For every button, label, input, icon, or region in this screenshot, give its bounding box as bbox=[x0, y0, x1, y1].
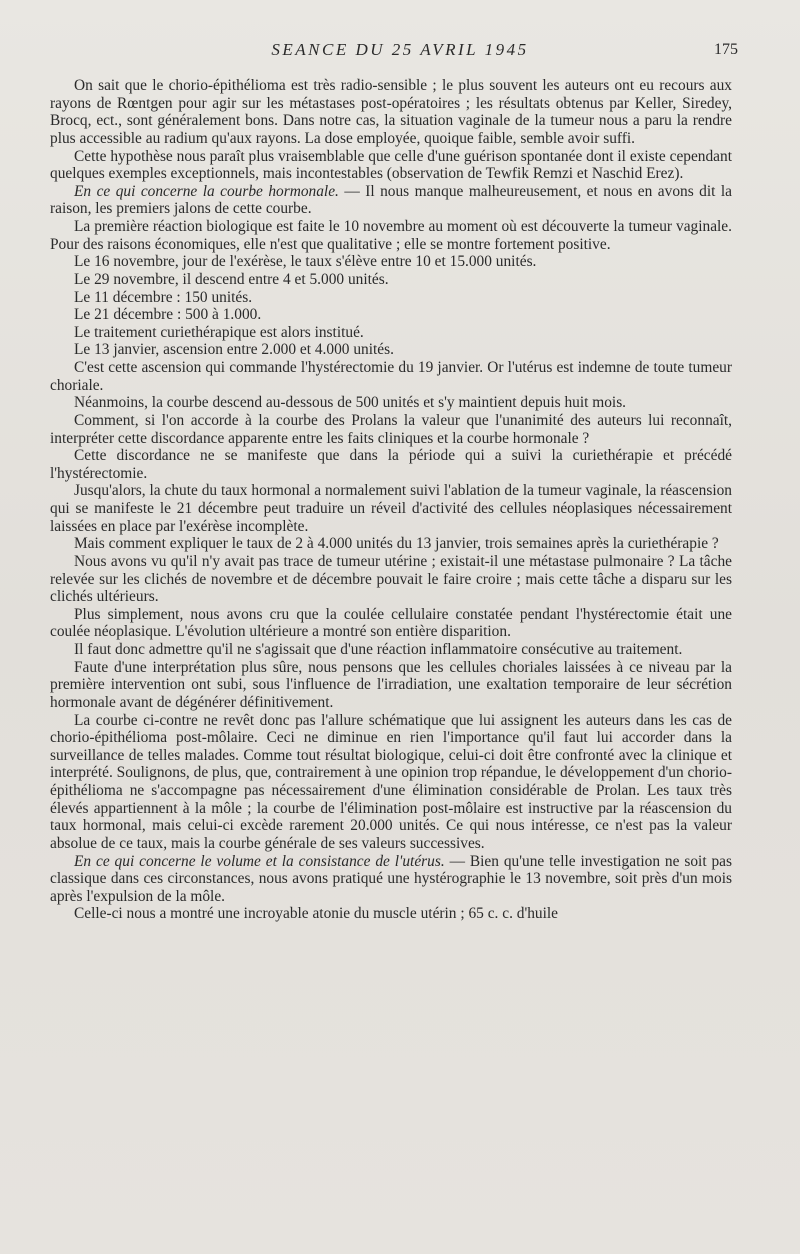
section-heading-hormonal-curve: En ce qui concerne la courbe hormonale. bbox=[74, 182, 339, 200]
paragraph-first-reaction: La première réaction biologique est faite le 10 novembre au moment où est découverte la tumeur vaginale. Pour des raisons économiques, elle n'est que qualitative ; elle se montre fortement positive. bbox=[50, 218, 732, 253]
paragraph-uterus-heading: En ce qui concerne le volume et la consistance de l'utérus. — Bien qu'une telle investigation ne soit pas classique dans ces circonstances, nous avons pratiqué une hystérographie le 13 novembre, soit près d'un mois après l'expulsion de la môle. bbox=[50, 852, 733, 905]
paragraph-discordance-question: Comment, si l'on accorde à la courbe des Prolans la valeur que l'unanimité des auteurs lui reconnaît, interpréter cette discordance apparente entre les faits cliniques et la courbe hormonale ? bbox=[50, 411, 732, 447]
paragraph-interpretation: Faute d'une interprétation plus sûre, nous pensons que les cellules choriales laissées à ce niveau par la première intervention ont subi, sous l'influence de l'irradiation, une exaltation temporaire de leur sécrétion hormonale avant de dégénérer définitivement. bbox=[50, 658, 732, 711]
paragraph-cellular-flow: Plus simplement, nous avons cru que la coulée cellulaire constatée pendant l'hystérectomie était une coulée néoplasique. L'évolution ultérieure a montré son entière disparition. bbox=[50, 605, 732, 641]
timeline-entry: Le 29 novembre, il descend entre 4 et 5.000 unités. bbox=[74, 270, 389, 288]
paragraph-curve-descends: Néanmoins, la courbe descend au-dessous de 500 unités et s'y maintient depuis huit mois. bbox=[74, 394, 627, 412]
paragraph-hysterectomy: C'est cette ascension qui commande l'hystérectomie du 19 janvier. Or l'utérus est indemne de toute tumeur choriale. bbox=[50, 359, 732, 394]
paragraph-hormonal-curve-heading: En ce qui concerne la courbe hormonale. — Il nous manque malheureusement, et nous en avons dit la raison, les premiers jalons de cette courbe. bbox=[50, 182, 732, 218]
paragraph-metastasis: Nous avons vu qu'il n'y avait pas trace de tumeur utérine ; existait-il une métastase pulmonaire ? La tâche relevée sur les clichés de novembre et de décembre pouvait le faire croire ; mais cette tâche a disparu sur les clichés ultérieurs. bbox=[50, 552, 732, 606]
paragraph-hypothesis: Cette hypothèse nous paraît plus vraisemblable que celle d'une guérison spontanée dont il existe cependant quelques exemples exceptionnels, mais incontestables (observation de Tewfik Remzi et Naschid Erez). bbox=[50, 147, 732, 183]
timeline-entry: Le 21 décembre : 500 à 1.000. bbox=[74, 306, 262, 324]
section-heading-uterus: En ce qui concerne le volume et la consistance de l'utérus. bbox=[74, 852, 445, 870]
paragraph-january-rate: Mais comment expliquer le taux de 2 à 4.000 unités du 13 janvier, trois semaines après la curiethérapie ? bbox=[74, 535, 719, 553]
paragraph-curve-shape: La courbe ci-contre ne revêt donc pas l'allure schématique que lui assignent les auteurs dans les cas de chorio-épithélioma post-môlaire. Ceci ne diminue en rien l'importance qu'il faut lui accorder dans la surveillance de telles malades. Comme tout résultat biologique, celui-ci doit être confronté avec la clinique et interprété. Soulignons, de plus, que, contrairement à une opinion trop répandue, le développement d'un chorio-épithélioma ne s'accompagne pas nécessairement d'une élimination considérable de Prolan. Les taux très élevés appartiennent à la môle ; la courbe de l'élimination post-môlaire est instructive par la réascension du taux hormonal, mais celui-ci excède rarement 20.000 unités. Ce qui nous intéresse, ce n'est pas la valeur absolue de ce taux, mais la courbe générale de ses valeurs successives. bbox=[50, 711, 732, 852]
body-text bbox=[50, 77, 732, 923]
running-header bbox=[0, 40, 800, 64]
timeline-entry: Le 13 janvier, ascension entre 2.000 et 4.000 unités. bbox=[74, 341, 394, 359]
paragraph-uterine-atony: Celle-ci nous a montré une incroyable atonie du muscle utérin ; 65 c. c. d'huile bbox=[74, 905, 559, 923]
header-title: SEANCE DU 25 AVRIL 1945 bbox=[271, 40, 529, 59]
timeline-entry: Le 16 novembre, jour de l'exérèse, le taux s'élève entre 10 et 15.000 unités. bbox=[74, 253, 537, 271]
paragraph-discordance-period: Cette discordance ne se manifeste que dans la période qui a suivi la curiethérapie et précédé l'hystérectomie. bbox=[50, 447, 732, 482]
paragraph-hormonal-drop: Jusqu'alors, la chute du taux hormonal a normalement suivi l'ablation de la tumeur vaginale, la réascension qui se manifeste le 21 décembre peut traduire un réveil d'activité des cellules néoplasiques nécessairement laissées en place par l'exérèse incomplète. bbox=[50, 482, 732, 535]
timeline-entry: Le 11 décembre : 150 unités. bbox=[74, 288, 253, 306]
paragraph-inflammatory-reaction: Il faut donc admettre qu'il ne s'agissait que d'une réaction inflammatoire consécutive au traitement. bbox=[74, 641, 683, 658]
timeline-entry: Le traitement curiethérapique est alors institué. bbox=[74, 323, 364, 341]
page-number: 175 bbox=[714, 41, 738, 58]
paragraph-radio-sensibility: On sait que le chorio-épithélioma est très radio-sensible ; le plus souvent les auteurs ont eu recours aux rayons de Rœntgen pour agir sur les métastases post-opératoires ; les résultats obtenus par Keller, Siredey, Brocq, ect., sont généralement bons. Dans notre cas, la situation vaginale de la tumeur nous a paru la rendre plus accessible au radium qu'aux rayons. La dose employée, quoique faible, semble avoir suffi. bbox=[50, 77, 732, 147]
